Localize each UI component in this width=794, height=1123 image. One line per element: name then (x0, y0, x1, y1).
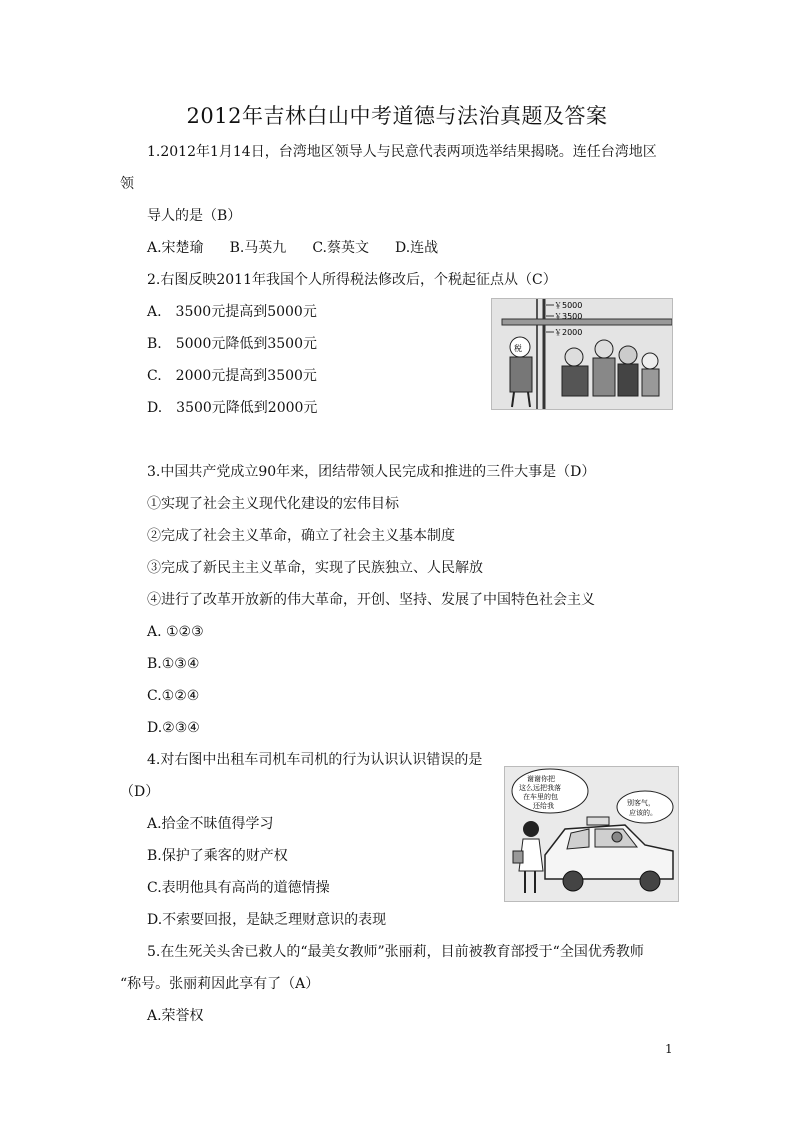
page-number: 1 (665, 1042, 673, 1056)
q2-option-d: D. 3500元降低到2000元 (147, 400, 318, 416)
q1-stem-line2: 领 (120, 176, 134, 192)
q3-item-1: ①实现了社会主义现代化建设的宏伟目标 (147, 496, 399, 512)
q3-option-a: A. ①②③ (147, 624, 204, 640)
bubble-right-line1: 别客气， (627, 799, 655, 807)
q5-stem-line2: “称号。张丽莉因此享有了（A） (120, 976, 320, 992)
q4-option-d: D.不索要回报，是缺乏理财意识的表现 (147, 912, 387, 928)
bubble-left-line3: 在车里的包 (523, 793, 558, 801)
q3-item-2: ②完成了社会主义革命，确立了社会主义基本制度 (147, 528, 455, 544)
q3-item-4: ④进行了改革开放新的伟大革命，开创、坚持、发展了中国特色社会主义 (147, 592, 595, 608)
q1-stem-line3: 导人的是（B） (147, 208, 242, 224)
tax-threshold-cartoon (491, 298, 673, 410)
bubble-left-line4: 还给我 (533, 802, 554, 810)
q2-option-c: C. 2000元提高到3500元 (147, 368, 317, 384)
q1-option-b: B.马英九 (229, 240, 287, 256)
q3-stem: 3.中国共产党成立90年来，团结带领人民完成和推进的三件大事是（D） (147, 464, 596, 480)
q3-item-3: ③完成了新民主主义革命，实现了民族独立、人民解放 (147, 560, 483, 576)
q2-stem: 2.右图反映2011年我国个人所得税法修改后，个税起征点从（C） (147, 272, 557, 288)
q3-option-c: C.①②④ (147, 688, 200, 704)
q5-stem-line1: 5.在生死关头舍已救人的“最美女教师”张丽莉，目前被教育部授于“全国优秀教师 (147, 944, 644, 960)
tax-symbol: 税 (514, 344, 522, 353)
q5-option-a: A.荣誉权 (147, 1008, 204, 1024)
q4-option-a: A.拾金不昧值得学习 (147, 816, 274, 832)
q2-option-b: B. 5000元降低到3500元 (147, 336, 317, 352)
bubble-left-line1: 谢谢你把 (527, 775, 555, 783)
q4-stem: 4.对右图中出租车司机车司机的行为认识认识错误的是 (147, 752, 483, 768)
page-title: 2012年吉林白山中考道德与法治真题及答案 (186, 104, 608, 128)
bubble-right-line2: 应该的。 (629, 809, 657, 817)
q4-option-b: B.保护了乘客的财产权 (147, 848, 288, 864)
taxi-driver-cartoon (504, 766, 679, 902)
q4-option-c: C.表明他具有高尚的道德情操 (147, 880, 330, 896)
q2-option-a: A. 3500元提高到5000元 (147, 304, 317, 320)
q3-option-b: B.①③④ (147, 656, 200, 672)
q1-option-a: A.宋楚瑜 (147, 240, 204, 256)
q4-answer: （D） (120, 784, 160, 800)
label-5000: ￥5000 (554, 301, 583, 310)
q1-stem-line1: 1.2012年1月14日，台湾地区领导人与民意代表两项选举结果揭晓。连任台湾地区 (147, 144, 657, 160)
q1-option-c: C.蔡英文 (312, 240, 369, 256)
q1-options (147, 238, 464, 258)
bubble-left-line2: 这么远把我落 (519, 784, 561, 792)
label-2000: ￥2000 (554, 328, 583, 337)
label-3500: ￥3500 (554, 312, 583, 321)
q3-option-d: D.②③④ (147, 720, 200, 736)
q1-option-d: D.连战 (394, 240, 439, 256)
